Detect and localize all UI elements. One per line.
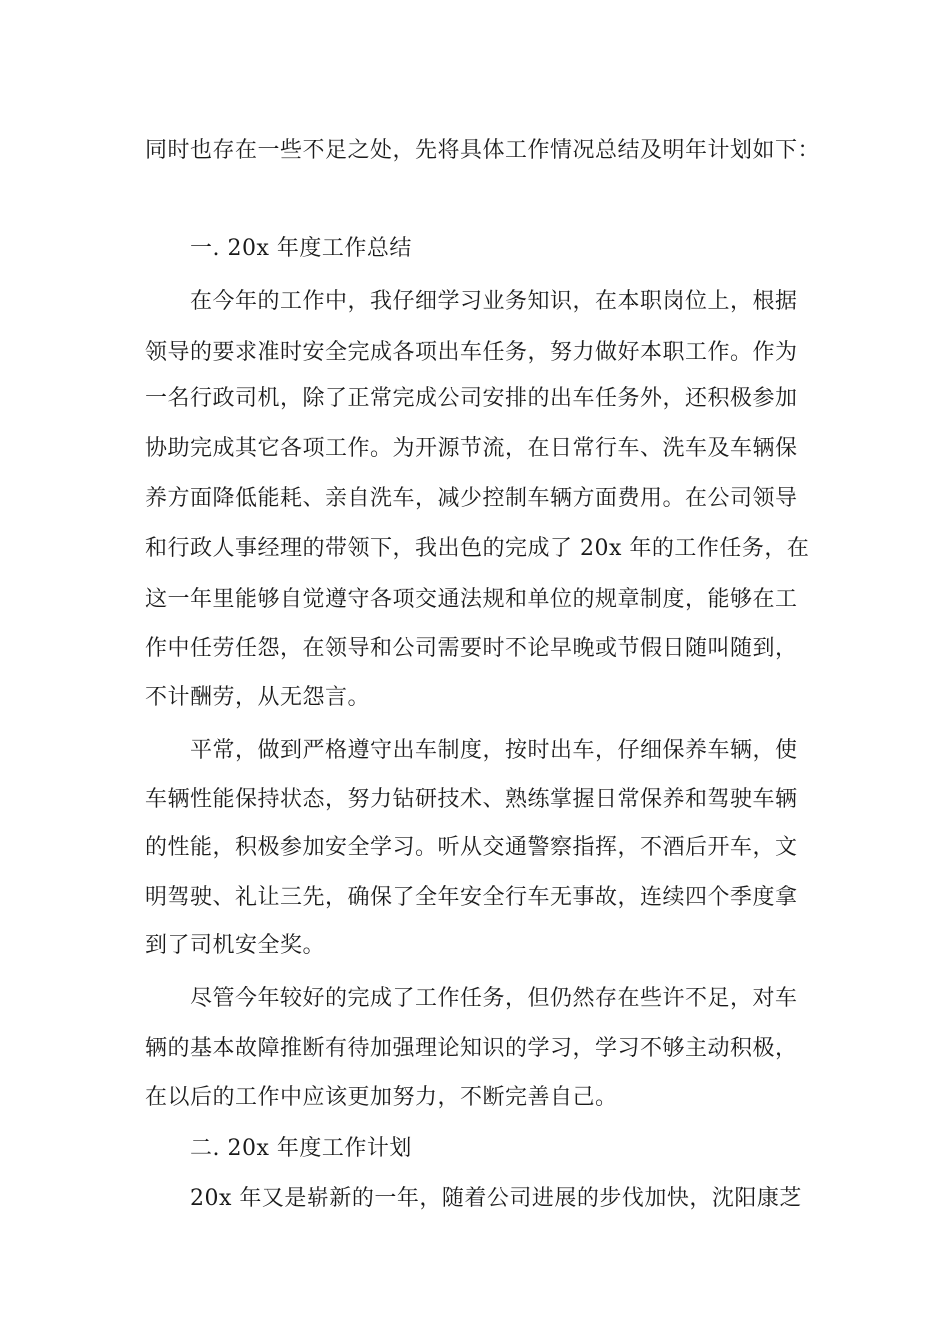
paragraph-line: 平常，做到严格遵守出车制度，按时出车，仔细保养车辆，使 xyxy=(190,738,798,763)
paragraph-line: 20x 年又是崭新的一年，随着公司进展的步伐加快，沈阳康芝 xyxy=(190,1186,802,1211)
paragraph-line: 在今年的工作中，我仔细学习业务知识，在本职岗位上，根据 xyxy=(190,289,798,314)
paragraph-line: 这一年里能够自觉遵守各项交通法规和单位的规章制度，能够在工 xyxy=(145,587,798,612)
paragraph-line: 到了司机安全奖。 xyxy=(145,933,326,958)
paragraph-line: 辆的基本故障推断有待加强理论知识的学习，学习不够主动积极， xyxy=(145,1036,798,1061)
intro-line: 同时也存在一些不足之处，先将具体工作情况总结及明年计划如下： xyxy=(145,138,821,163)
paragraph-line: 在以后的工作中应该更加努力，不断完善自己。 xyxy=(145,1085,618,1110)
paragraph-line: 的性能，积极参加安全学习。听从交通警察指挥，不酒后开车，文 xyxy=(145,835,798,860)
paragraph-line: 协助完成其它各项工作。为开源节流，在日常行车、洗车及车辆保 xyxy=(145,436,798,461)
section-heading-summary: 一. 20x 年度工作总结 xyxy=(190,236,412,261)
paragraph-line: 和行政人事经理的带领下，我出色的完成了 20x 年的工作任务，在 xyxy=(145,536,810,561)
paragraph-line: 养方面降低能耗、亲自洗车，减少控制车辆方面费用。在公司领导 xyxy=(145,486,798,511)
paragraph-line: 作中任劳任怨，在领导和公司需要时不论早晚或节假日随叫随到， xyxy=(145,636,798,661)
section-heading-plan: 二. 20x 年度工作计划 xyxy=(190,1136,412,1161)
paragraph-line: 明驾驶、礼让三先，确保了全年安全行车无事故，连续四个季度拿 xyxy=(145,885,798,910)
paragraph-line: 一名行政司机，除了正常完成公司安排的出车任务外，还积极参加 xyxy=(145,386,798,411)
paragraph-line: 不计酬劳，从无怨言。 xyxy=(145,685,371,710)
paragraph-line: 尽管今年较好的完成了工作任务，但仍然存在些许不足，对车 xyxy=(190,986,798,1011)
paragraph-line: 车辆性能保持状态，努力钻研技术、熟练掌握日常保养和驾驶车辆 xyxy=(145,787,798,812)
paragraph-line: 领导的要求准时安全完成各项出车任务，努力做好本职工作。作为 xyxy=(145,340,798,365)
